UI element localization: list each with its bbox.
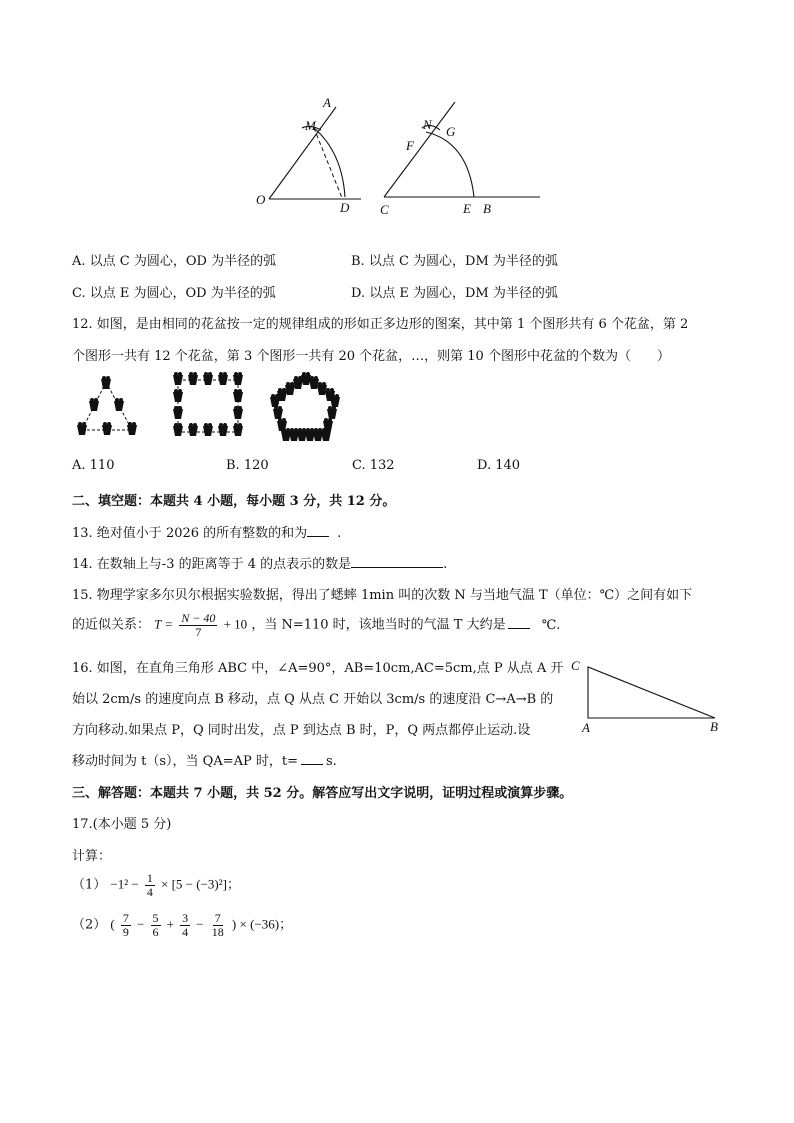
q15-plus: + 10: [223, 616, 248, 632]
pattern-square: [173, 372, 243, 436]
q15-fraction: [179, 612, 217, 638]
label-M: M: [305, 118, 316, 133]
q16-line-2: 始以 2cm/s 的速度向点 B 移动，点 Q 从点 C 开始以 3cm/s 的速度沿 C→A→B 的: [72, 692, 554, 707]
q15-pre: 的近似关系：: [72, 617, 151, 633]
q17-f4-den: 18: [211, 924, 224, 939]
q17-p1-label: （1）: [72, 877, 107, 893]
q13-text: 13. 绝对值小于 2026 的所有整数的和为: [72, 526, 308, 541]
flowerpot-pattern-figure: [70, 370, 350, 450]
q15-line-2: [72, 612, 560, 638]
q16-line-1: 16. 如图，在直角三角形 ABC 中，∠A=90°，AB=10cm,AC=5cm,点 P 从点 A 开: [72, 661, 564, 676]
pattern-pentagon: [270, 372, 340, 441]
q12-option-a: A. 110: [72, 458, 115, 473]
label-O: O: [256, 192, 266, 207]
q17-f1-num: 7: [122, 911, 129, 925]
q15-blank: [508, 616, 530, 629]
q12-option-b: B. 120: [226, 458, 269, 473]
q15-post: ，当 N=110 时，该地当时的气温 T 大约是: [251, 617, 506, 633]
label-D: D: [340, 200, 350, 215]
q17-p2-frac-2: [151, 912, 161, 938]
tri-label-B: B: [710, 719, 718, 734]
q17-p2-label: （2）: [72, 917, 107, 933]
q14-blank: [351, 555, 443, 568]
q15-line-1: 15. 物理学家多尔贝尔根据实验数据，得出了蟋蟀 1min 叫的次数 N 与当地气温 T（单位：℃）之间有如下: [72, 588, 693, 603]
label-B: B: [483, 201, 491, 216]
q17-part-1: [72, 872, 240, 898]
q11-option-c: C. 以点 E 为圆心，OD 为半径的弧: [72, 286, 276, 301]
q17-op-2: +: [166, 916, 175, 932]
label-A: A: [323, 95, 331, 110]
q16-end: s.: [325, 754, 337, 769]
label-G: G: [446, 124, 456, 139]
q14-text: 14. 在数轴上与-3 的距离等于 4 的点表示的数是: [72, 557, 352, 572]
q17-f2-den: 6: [152, 924, 159, 939]
section-3-heading: 三、解答题：本题共 7 小题，共 52 分。解答应写出文字说明，证明过程或演算步骤。: [72, 786, 573, 801]
q17-p1-fraction: [145, 872, 155, 898]
q17-p2-frac-1: [121, 912, 131, 938]
q17-op-3: −: [196, 916, 204, 932]
q15-frac-num: N − 40: [181, 611, 216, 625]
tri-label-C: C: [571, 658, 580, 673]
q17-p2-frac-4: [210, 912, 226, 938]
q12-option-d: D. 140: [477, 458, 521, 473]
q17-part-2: [72, 912, 292, 938]
ray-CN: [384, 102, 455, 197]
tri-label-A: A: [582, 720, 590, 735]
compass-construction-figure: [250, 92, 550, 222]
q17-f3-den: 4: [182, 924, 189, 939]
q15-unit: ℃.: [541, 617, 561, 633]
q17-calc-label: 计算：: [72, 849, 112, 864]
q16-line-4: [72, 750, 337, 769]
q16-line-4-text: 移动时间为 t（s），当 QA=AP 时，t=: [72, 754, 298, 769]
label-F: F: [406, 138, 414, 153]
arc-NE: [426, 132, 474, 197]
q17-p1-b: × [5 − (−3)²]；: [161, 876, 240, 892]
arc-MD: [314, 128, 345, 197]
q17-p2-close: ) × (−36)；: [231, 916, 293, 932]
pattern-triangle: [77, 376, 137, 435]
q17-f3-num: 3: [182, 911, 189, 925]
q16-line-3: 方向移动.如果点 P，Q 同时出发，点 P 到达点 B 时，P，Q 两点都停止运动.设: [72, 723, 531, 738]
q12-option-c: C. 132: [352, 458, 395, 473]
q17-p2-frac-3: [180, 912, 190, 938]
label-E: E: [463, 201, 471, 216]
q17-p1-a: −1² −: [110, 876, 139, 892]
ray-OA: [269, 107, 336, 199]
q17-f4-num: 7: [214, 911, 221, 925]
section-2-heading: 二、填空题：本题共 4 小题，每小题 3 分，共 12 分。: [72, 494, 396, 509]
q11-option-d: D. 以点 E 为圆心，DM 为半径的弧: [351, 286, 558, 301]
q17-p2-open: (: [110, 916, 115, 932]
label-C: C: [380, 202, 389, 217]
right-triangle-figure: [565, 655, 730, 740]
q17-op-1: −: [137, 916, 145, 932]
q13-end: .: [337, 526, 342, 541]
q17-p1-num: 1: [146, 871, 153, 885]
q16-blank: [301, 752, 323, 765]
q11-option-b: B. 以点 C 为圆心，DM 为半径的弧: [351, 254, 558, 269]
q17-heading: 17.(本小题 5 分): [72, 817, 172, 832]
q14: [72, 553, 447, 572]
q13-blank: [307, 524, 329, 537]
q14-end: .: [443, 557, 448, 572]
q13: [72, 522, 341, 541]
q12-line-1: 12. 如图，是由相同的花盆按一定的规律组成的形如正多边形的图案，其中第 1 个图形共有 6 个花盆，第 2: [72, 317, 689, 332]
label-N: N: [423, 117, 432, 132]
q17-f2-num: 5: [152, 911, 159, 925]
q12-line-2: 个图形一共有 12 个花盆，第 3 个图形一共有 20 个花盆，…，则第 10 个图形中花盆的个数为（ ）: [72, 349, 670, 364]
q17-p1-den: 4: [146, 884, 153, 899]
q17-f1-den: 9: [122, 924, 129, 939]
q15-frac-den: 7: [195, 624, 202, 639]
q11-option-a: A. 以点 C 为圆心，OD 为半径的弧: [72, 254, 277, 269]
q15-formula-lhs: T =: [154, 616, 174, 632]
triangle-abc: [588, 667, 715, 718]
